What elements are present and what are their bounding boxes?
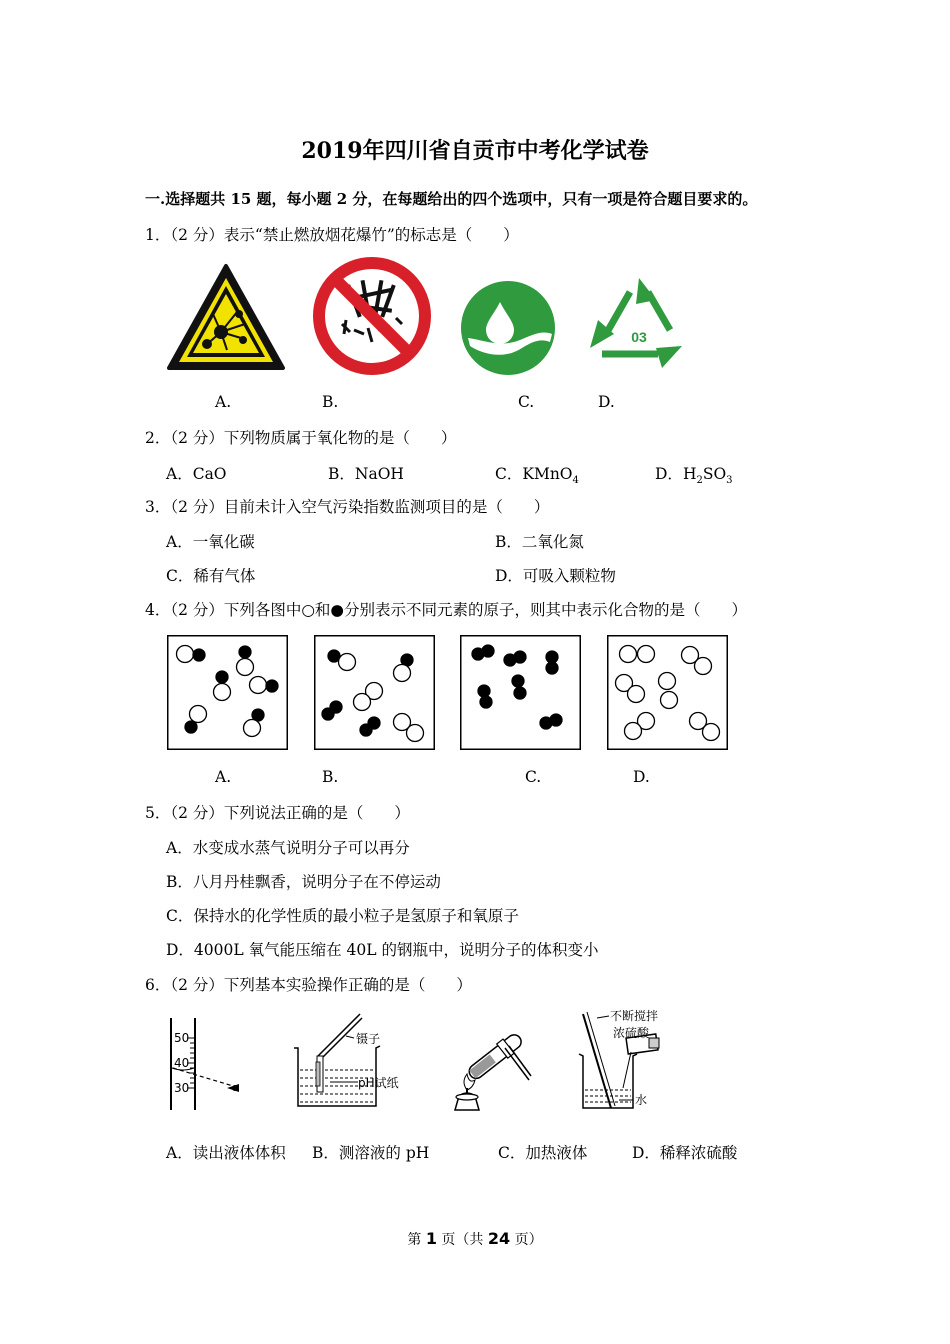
q5-option-c: C．保持水的化学性质的最小粒子是氢原子和氧原子 bbox=[166, 907, 519, 925]
dilute-acid-figure bbox=[575, 1008, 675, 1113]
q6-option-b: B．测溶液的 pH bbox=[312, 1144, 430, 1162]
molecule-box-d bbox=[607, 635, 728, 750]
question-2-stem: 2．（2 分）下列物质属于氧化物的是（ ） bbox=[145, 429, 457, 447]
q2-option-d: D．$H_2SO_3$ bbox=[655, 465, 733, 487]
question-3-stem: 3．（2 分）目前未计入空气污染指数监测项目的是（ ） bbox=[145, 498, 550, 516]
q1-label-b: B. bbox=[322, 393, 339, 411]
page-title: 2019年四川省自贡市中考化学试卷 bbox=[301, 138, 649, 164]
q1-label-d: D. bbox=[598, 393, 615, 411]
q1-label-a: A. bbox=[215, 393, 232, 411]
molecule-box-b bbox=[314, 635, 435, 750]
question-1-stem: 1．（2 分）表示“禁止燃放烟花爆竹”的标志是（ ） bbox=[145, 226, 519, 244]
acid-label: 浓硫酸 bbox=[613, 1026, 650, 1040]
q4-label-a: A. bbox=[215, 768, 232, 786]
no-fireworks-icon bbox=[312, 256, 432, 376]
q6-option-a: A．读出液体体积 bbox=[166, 1144, 286, 1162]
heating-liquid-figure bbox=[445, 1018, 535, 1113]
q6-option-d: D．稀释浓硫酸 bbox=[632, 1144, 738, 1162]
ph-paper-label: pH试纸 bbox=[358, 1076, 399, 1090]
explosive-warning-icon bbox=[165, 262, 287, 374]
page-number: 1 bbox=[425, 1229, 437, 1248]
graduated-cylinder-figure bbox=[165, 1018, 255, 1113]
q4-label-c: C. bbox=[525, 768, 542, 786]
q3-option-b: B．二氧化氮 bbox=[495, 533, 584, 551]
question-4-stem: 4．（2 分）下列各图中○和●分别表示不同元素的原子，则其中表示化合物的是（ ） bbox=[145, 601, 747, 619]
recycling-icon bbox=[586, 276, 692, 374]
water-saving-icon bbox=[460, 280, 556, 376]
section-heading: 一.选择题共 15 题，每小题 2 分，在每题给出的四个选项中，只有一项是符合题目要求的。 bbox=[145, 190, 758, 208]
molecule-box-c bbox=[460, 635, 581, 750]
molecule-box-a bbox=[167, 635, 288, 750]
page-total: 24 bbox=[487, 1229, 511, 1248]
ph-test-figure bbox=[290, 1012, 415, 1112]
tweezers-label: 镊子 bbox=[356, 1032, 381, 1046]
recycle-code: 03 bbox=[631, 329, 647, 345]
q4-label-b: B. bbox=[322, 768, 339, 786]
q1-label-c: C. bbox=[518, 393, 535, 411]
cylinder-tick-50: 50 bbox=[174, 1031, 190, 1045]
q5-option-d: D．4000L 氧气能压缩在 40L 的钢瓶中，说明分子的体积变小 bbox=[166, 941, 599, 959]
q3-option-d: D．可吸入颗粒物 bbox=[495, 567, 616, 585]
q4-label-d: D. bbox=[633, 768, 650, 786]
q5-option-a: A．水变成水蒸气说明分子可以再分 bbox=[166, 839, 410, 857]
q6-option-c: C．加热液体 bbox=[498, 1144, 588, 1162]
stir-label: 不断搅拌 bbox=[610, 1009, 659, 1023]
cylinder-tick-30: 30 bbox=[174, 1081, 190, 1095]
q2-option-c: C．KMnO$_4$ bbox=[495, 465, 579, 487]
question-5-stem: 5．（2 分）下列说法正确的是（ ） bbox=[145, 804, 410, 822]
q2-option-b: B．NaOH bbox=[328, 465, 404, 483]
q3-option-c: C．稀有气体 bbox=[166, 567, 256, 585]
q2-option-a: A．CaO bbox=[166, 465, 227, 483]
question-6-stem: 6．（2 分）下列基本实验操作正确的是（ ） bbox=[145, 976, 472, 994]
page-footer: 第 1 页（共 24 页） bbox=[407, 1229, 543, 1248]
water-label: 水 bbox=[635, 1093, 648, 1107]
cylinder-tick-40: 40 bbox=[174, 1056, 190, 1070]
q5-option-b: B．八月丹桂飘香，说明分子在不停运动 bbox=[166, 873, 441, 891]
q3-option-a: A．一氧化碳 bbox=[166, 533, 255, 551]
